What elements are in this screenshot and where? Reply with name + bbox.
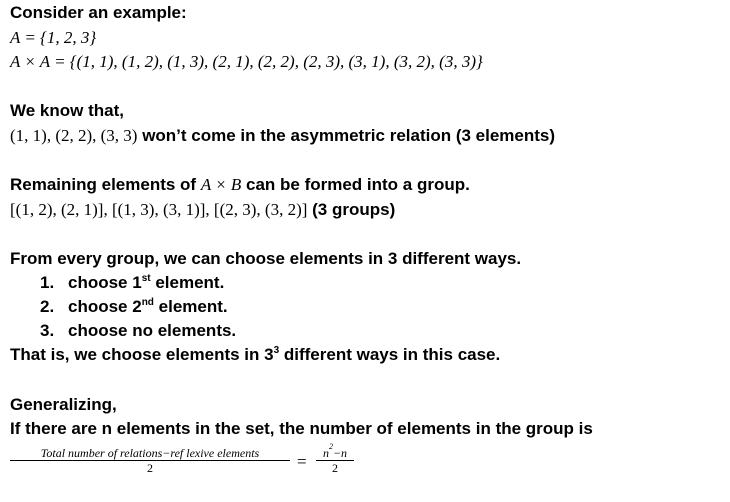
list-text-end: element.	[153, 297, 228, 316]
general-statement: If there are n elements in the set, the number of elements in the group is	[10, 419, 593, 438]
list-text-end: element.	[150, 273, 225, 292]
list-text: choose 1	[68, 273, 142, 292]
diagonal-note: won’t come in the asymmetric relation (3 elements)	[137, 126, 556, 145]
list-sup: st	[141, 273, 151, 284]
generalizing-heading: Generalizing,	[10, 395, 117, 414]
list-number: 2.	[40, 297, 55, 316]
remaining-suffix: can be formed into a group.	[241, 175, 470, 194]
list-sup: nd	[141, 297, 154, 308]
groups-line	[10, 200, 395, 220]
remaining-prefix: Remaining elements of	[10, 175, 201, 194]
remaining-line	[10, 175, 470, 195]
diagonal-line	[10, 126, 555, 146]
remaining-math: A × B	[200, 175, 242, 194]
fraction-right-numerator	[316, 442, 354, 460]
that-is-line	[10, 345, 500, 365]
intro-heading: Consider an example:	[10, 3, 187, 22]
we-know-that: We know that,	[10, 101, 124, 120]
fraction-left	[10, 446, 290, 475]
fraction-left-denominator: 2	[147, 461, 153, 475]
list-item	[40, 321, 236, 341]
that-is-prefix: That is, we choose elements in 3	[10, 345, 274, 364]
fraction-right	[316, 442, 354, 475]
list-item	[40, 273, 224, 293]
that-is-exponent: 3	[273, 345, 280, 356]
that-is-suffix: different ways in this case.	[279, 345, 501, 364]
list-text: choose 2	[68, 297, 142, 316]
fraction-left-numerator: Total number of relations−ref lexive elements	[40, 446, 260, 460]
fraction-right-rest: −n	[332, 446, 348, 460]
set-definition: A = {1, 2, 3}	[10, 28, 97, 47]
groups-note: (3 groups)	[307, 200, 396, 219]
list-item	[40, 297, 228, 317]
list-text: choose no elements.	[68, 321, 237, 340]
fraction-right-base: n	[322, 446, 329, 460]
fraction-right-exponent: 2	[328, 442, 333, 451]
equals-sign: =	[297, 452, 307, 471]
every-group-line: From every group, we can choose elements in 3 different ways.	[10, 249, 522, 268]
cartesian-product: A × A = {(1, 1), (1, 2), (1, 3), (2, 1), (2, 2), (2, 3), (3, 1), (3, 2), (3, 3)}	[10, 52, 483, 71]
list-number: 3.	[40, 321, 55, 340]
list-number: 1.	[40, 273, 55, 292]
groups-math: [(1, 2), (2, 1)], [(1, 3), (3, 1)], [(2, 3), (3, 2)]	[10, 200, 308, 219]
fraction-right-denominator: 2	[332, 461, 338, 475]
diagonal-pairs: (1, 1), (2, 2), (3, 3)	[10, 126, 138, 145]
